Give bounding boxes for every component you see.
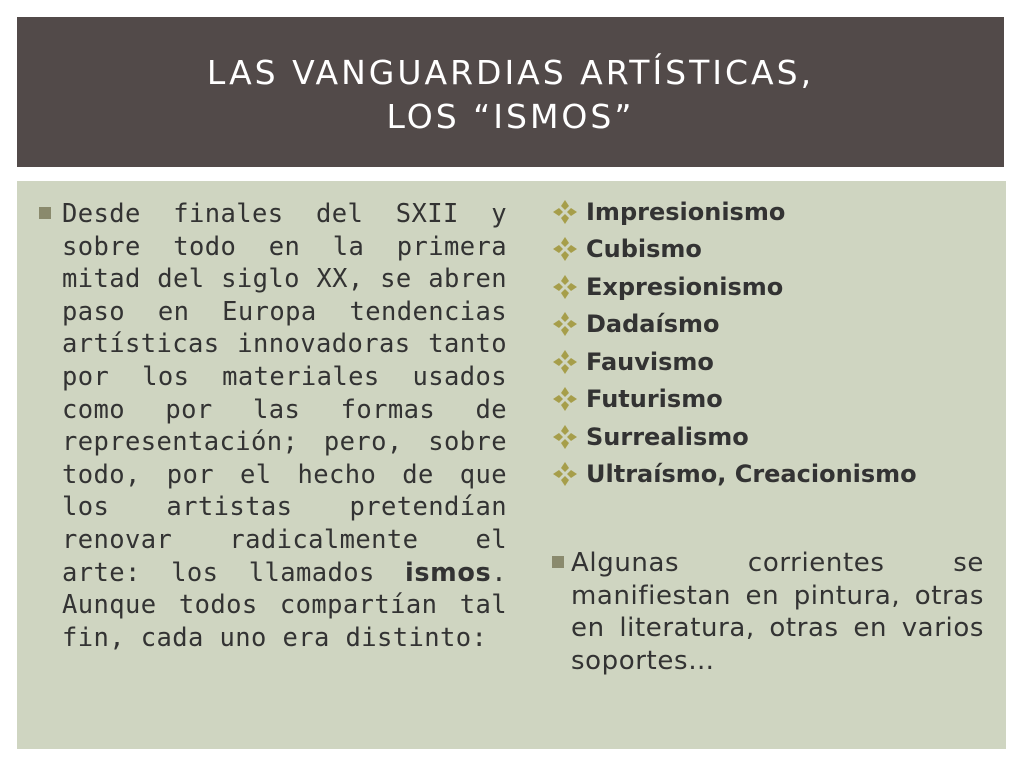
intro-paragraph — [62, 198, 507, 654]
list-item — [552, 381, 992, 419]
list-item — [552, 231, 992, 269]
ismo-label: Fauvismo — [586, 347, 714, 376]
diamond-bullet-icon — [552, 274, 578, 300]
list-item — [552, 306, 992, 344]
list-item — [552, 343, 992, 381]
diamond-bullet-icon — [552, 236, 578, 262]
list-item — [552, 268, 992, 306]
right-column — [552, 193, 992, 676]
square-bullet-icon — [39, 207, 51, 219]
diamond-bullet-icon — [552, 311, 578, 337]
diamond-bullet-icon — [552, 424, 578, 450]
right-note-text: Algunas corrientes se manifiestan en pintura, otras en literatura, otras en varios soportes… — [571, 548, 984, 676]
list-item — [552, 418, 992, 456]
slide-title-line-2: LOS “ISMOS” — [386, 97, 635, 136]
slide-title-line-1: LAS VANGUARDIAS ARTÍSTICAS, — [206, 53, 815, 92]
intro-text-after: . Aunque todos compartían tal fin, cada uno era distinto: — [62, 557, 507, 653]
list-item — [552, 456, 992, 494]
intro-text-before: Desde finales del SXII y sobre todo en la primera mitad del siglo XX, se abren paso en Europa tendencias artísticas innovadoras tanto por los materiales usados como por las formas de representación; pero, sobre todo, por el hecho de que los artistas pretendían renovar radicalmente el arte: los llamados — [62, 199, 507, 588]
ismo-label: Impresionismo — [586, 197, 786, 226]
diamond-bullet-icon — [552, 199, 578, 225]
right-note — [552, 547, 992, 677]
ismo-label: Surrealismo — [586, 422, 749, 451]
ismo-label: Ultraísmo, Creacionismo — [586, 460, 917, 489]
list-item — [552, 193, 992, 231]
ismo-label: Dadaísmo — [586, 310, 720, 339]
ismo-label: Futurismo — [586, 385, 723, 414]
ismo-label: Expresionismo — [586, 272, 784, 301]
ismo-label: Cubismo — [586, 235, 702, 264]
diamond-bullet-icon — [552, 386, 578, 412]
square-bullet-icon — [552, 556, 564, 568]
left-column — [34, 198, 524, 654]
title-banner — [17, 17, 1004, 167]
diamond-bullet-icon — [552, 349, 578, 375]
content-panel — [17, 181, 1006, 749]
intro-highlight-word: ismos — [405, 557, 492, 588]
diamond-bullet-icon — [552, 461, 578, 487]
ismos-list — [552, 193, 992, 493]
